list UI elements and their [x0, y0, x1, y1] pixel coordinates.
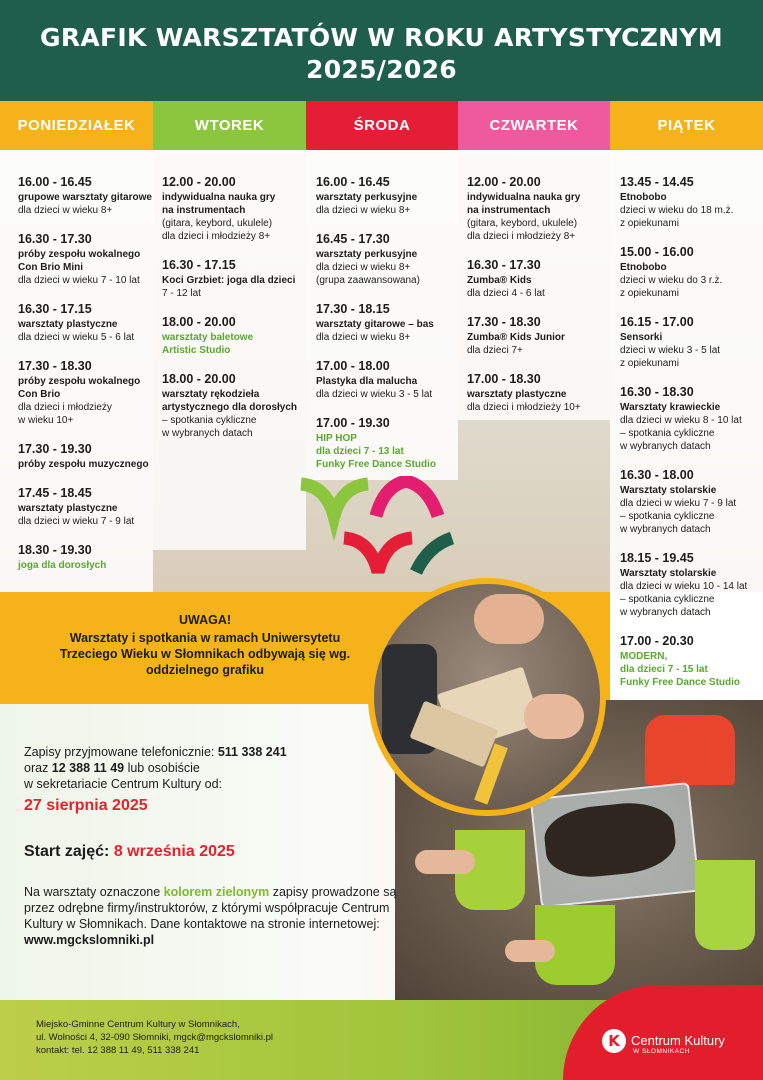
- entry-partner-activity: joga dla dorosłych: [18, 560, 107, 571]
- schedule-entry: [162, 372, 306, 440]
- entry-name: Zumba® Kids Junior: [467, 332, 565, 343]
- note-suffix: zapisy prowadzone są przez odrębne firmy/instruktorów, z którymi współpracuje Centrum Kultury w Słomnikach. Dane kontaktowe na stronie internetowej:: [24, 885, 397, 931]
- registration-line3: w sekretariacie Centrum Kultury od:: [24, 777, 222, 791]
- entry-description: dzieci w wieku do 18 m.ż. z opiekunami: [620, 205, 734, 229]
- entry-time: 18.15 - 19.45: [620, 551, 694, 565]
- registration-info: [24, 744, 404, 792]
- schedule-entry: [620, 315, 763, 370]
- entry-description: dla dzieci w wieku 8 - 10 lat – spotkania cykliczne w wybranych datach: [620, 415, 742, 452]
- entry-time: 17.30 - 18.15: [316, 302, 390, 316]
- decorative-arrows: [296, 476, 466, 586]
- schedule-entry: [162, 315, 306, 357]
- logo-icon: K: [602, 1029, 626, 1053]
- registration-date: 27 sierpnia 2025: [24, 797, 148, 814]
- note-prefix: Na warsztaty oznaczone: [24, 885, 164, 899]
- day-friday: PIĄTEK: [610, 101, 763, 150]
- entry-description: 7 - 12 lat: [162, 288, 201, 299]
- entry-description: dla dzieci w wieku 8+: [316, 332, 411, 343]
- entry-description: dla dzieci w wieku 7 - 9 lat – spotkania cykliczne w wybranych datach: [620, 498, 737, 535]
- day-thursday: CZWARTEK: [458, 101, 610, 150]
- schedule-entry: [18, 232, 153, 287]
- entry-description: dzieci w wieku do 3 r.ż. z opiekunami: [620, 275, 723, 299]
- schedule-entry: [467, 372, 610, 414]
- schedule-entry: [620, 245, 763, 300]
- schedule-entry: [316, 302, 458, 344]
- entry-time: 18.00 - 20.00: [162, 315, 236, 329]
- phone-primary: 511 338 241: [217, 745, 287, 759]
- entry-time: 16.30 - 17.15: [18, 302, 92, 316]
- schedule-entry: [467, 315, 610, 357]
- entry-time: 17.30 - 18.30: [18, 359, 92, 373]
- column-friday: [620, 175, 763, 704]
- title-line-2: 2025/2026: [306, 55, 457, 84]
- day-wednesday: ŚRODA: [306, 101, 458, 150]
- entry-name: warsztaty plastyczne: [18, 319, 118, 330]
- schedule-entry: [620, 385, 763, 453]
- entry-time: 16.30 - 18.30: [620, 385, 694, 399]
- entry-partner-activity: HIP HOP dla dzieci 7 - 13 lat Funky Free Dance Studio: [316, 433, 437, 470]
- day-tuesday: WTOREK: [153, 101, 306, 150]
- column-tuesday: [162, 175, 306, 455]
- entry-partner-activity: warsztaty baletowe Artistic Studio: [162, 332, 254, 356]
- entry-name: indywidualna nauka gry na instrumentach: [467, 192, 581, 216]
- column-wednesday: [316, 175, 458, 486]
- day-monday: PONIEDZIAŁEK: [0, 101, 153, 150]
- entry-time: 16.00 - 16.45: [316, 175, 390, 189]
- entry-time: 12.00 - 20.00: [467, 175, 541, 189]
- schedule-entry: [467, 175, 610, 243]
- entry-name: próby zespołu wokalnego Con Brio: [18, 376, 141, 400]
- schedule-entry: [620, 468, 763, 536]
- entry-partner-activity: MODERN, dla dzieci 7 - 15 lat Funky Free Dance Studio: [620, 651, 741, 688]
- footer-contact: [36, 1018, 273, 1057]
- entry-description: dla dzieci w wieku 5 - 6 lat: [18, 332, 135, 343]
- schedule-entry: [18, 175, 153, 217]
- phone-secondary: 12 388 11 49: [51, 761, 125, 775]
- entry-time: 17.00 - 20.30: [620, 634, 694, 648]
- entry-description: dla dzieci i młodzieży w wieku 10+: [18, 402, 112, 426]
- entry-description: (gitara, keybord, ukulele) dla dzieci i młodzieży 8+: [467, 218, 578, 242]
- entry-time: 17.00 - 18.30: [467, 372, 541, 386]
- entry-time: 16.30 - 17.15: [162, 258, 236, 272]
- entry-name: warsztaty perkusyjne: [316, 249, 418, 260]
- registration-line2-suffix: lub osobiście: [124, 761, 200, 775]
- schedule-entry: [620, 634, 763, 689]
- entry-name: indywidualna nauka gry na instrumentach: [162, 192, 276, 216]
- entry-time: 16.45 - 17.30: [316, 232, 390, 246]
- entry-time: 16.00 - 16.45: [18, 175, 92, 189]
- entry-time: 16.30 - 17.30: [18, 232, 92, 246]
- entry-name: warsztaty gitarowe – bas: [316, 319, 434, 330]
- entry-description: dla dzieci w wieku 8+ (grupa zaawansowana): [316, 262, 420, 286]
- schedule-entry: [18, 442, 153, 471]
- schedule-entry: [18, 543, 153, 572]
- notice-body: Warsztaty i spotkania w ramach Uniwersytetu Trzeciego Wieku w Słomnikach odbywają się wg. oddzielnego grafiku: [59, 631, 351, 677]
- entry-name: Etnobobo: [620, 262, 667, 273]
- entry-name: Plastyka dla malucha: [316, 376, 418, 387]
- entry-name: warsztaty plastyczne: [467, 389, 567, 400]
- schedule-entry: [162, 175, 306, 243]
- start-date: 8 września 2025: [113, 843, 235, 860]
- entry-description: dla dzieci w wieku 7 - 9 lat: [18, 516, 135, 527]
- notice-heading: UWAGA!: [178, 613, 232, 627]
- entry-description: dla dzieci w wieku 8+: [18, 205, 113, 216]
- start-label: Start zajęć:: [24, 843, 114, 860]
- schedule-entry: [18, 486, 153, 528]
- start-date-line: [24, 843, 235, 861]
- entry-time: 18.00 - 20.00: [162, 372, 236, 386]
- schedule-entry: [18, 359, 153, 427]
- entry-description: dla dzieci 4 - 6 lat: [467, 288, 545, 299]
- title-line-1: GRAFIK WARSZTATÓW W ROKU ARTYSTYCZNYM: [40, 23, 723, 52]
- day-bar: [0, 101, 763, 150]
- partner-note: [24, 884, 404, 948]
- entry-description: dla dzieci i młodzieży 10+: [467, 402, 581, 413]
- logo-subtitle: W SŁOMNIKACH: [633, 1048, 690, 1055]
- schedule-entry: [316, 359, 458, 401]
- column-monday: [18, 175, 153, 587]
- entry-time: 16.30 - 17.30: [467, 258, 541, 272]
- entry-name: Etnobobo: [620, 192, 667, 203]
- entry-name: Warsztaty stolarskie: [620, 485, 717, 496]
- entry-time: 17.30 - 19.30: [18, 442, 92, 456]
- entry-name: warsztaty perkusyjne: [316, 192, 418, 203]
- entry-description: dla dzieci w wieku 8+: [316, 205, 411, 216]
- entry-description: dla dzieci 7+: [467, 345, 523, 356]
- entry-time: 13.45 - 14.45: [620, 175, 694, 189]
- entry-time: 16.15 - 17.00: [620, 315, 694, 329]
- entry-name: próby zespołu muzycznego: [18, 459, 149, 470]
- schedule-entry: [467, 258, 610, 300]
- website-link[interactable]: www.mgckslomniki.pl: [24, 933, 155, 947]
- schedule-entry: [162, 258, 306, 300]
- logo-name: Centrum Kultury: [631, 1033, 725, 1048]
- note-green: kolorem zielonym: [163, 885, 270, 899]
- footer-line-1: Miejsko-Gminne Centrum Kultury w Słomnikach,: [36, 1019, 240, 1030]
- entry-time: 16.30 - 18.00: [620, 468, 694, 482]
- schedule-entry: [18, 302, 153, 344]
- header: [0, 0, 763, 101]
- notice-text: [40, 612, 370, 678]
- entry-name: grupowe warsztaty gitarowe: [18, 192, 152, 203]
- entry-description: dla dzieci w wieku 3 - 5 lat: [316, 389, 433, 400]
- footer-line-2: ul. Wolności 4, 32-090 Słomniki, mgck@mgckslomniki.pl: [36, 1032, 274, 1043]
- schedule-entry: [316, 232, 458, 287]
- entry-description: dla dzieci w wieku 7 - 10 lat: [18, 275, 140, 286]
- entry-name: Warsztaty stolarskie: [620, 568, 717, 579]
- entry-time: 18.30 - 19.30: [18, 543, 92, 557]
- entry-name: próby zespołu wokalnego Con Brio Mini: [18, 249, 141, 273]
- entry-name: Zumba® Kids: [467, 275, 532, 286]
- footer-line-3: kontakt: tel. 12 388 11 49, 511 338 241: [36, 1045, 200, 1056]
- entry-time: 17.00 - 18.00: [316, 359, 390, 373]
- entry-name: Sensorki: [620, 332, 663, 343]
- entry-time: 17.30 - 18.30: [467, 315, 541, 329]
- page-title: [0, 0, 763, 86]
- schedule-entry: [620, 551, 763, 619]
- entry-description: dzieci w wieku 3 - 5 lat z opiekunami: [620, 345, 721, 369]
- entry-time: 12.00 - 20.00: [162, 175, 236, 189]
- entry-description: (gitara, keybord, ukulele) dla dzieci i młodzieży 8+: [162, 218, 273, 242]
- entry-description: dla dzieci w wieku 10 - 14 lat – spotkania cykliczne w wybranych datach: [620, 581, 748, 618]
- schedule-entry: [620, 175, 763, 230]
- column-thursday: [467, 175, 610, 429]
- entry-name: warsztaty plastyczne: [18, 503, 118, 514]
- entry-time: 17.45 - 18.45: [18, 486, 92, 500]
- entry-name: Koci Grzbiet: joga dla dzieci: [162, 275, 296, 286]
- registration-line1: Zapisy przyjmowane telefonicznie:: [24, 745, 218, 759]
- entry-time: 17.00 - 19.30: [316, 416, 390, 430]
- entry-name: warsztaty rękodzieła artystycznego dla dorosłych: [162, 389, 298, 413]
- registration-line2-prefix: oraz: [24, 761, 52, 775]
- entry-name: Warsztaty krawieckie: [620, 402, 721, 413]
- schedule-entry: [316, 175, 458, 217]
- schedule-entry: [316, 416, 458, 471]
- entry-description: – spotkania cykliczne w wybranych datach: [162, 415, 257, 439]
- entry-time: 15.00 - 16.00: [620, 245, 694, 259]
